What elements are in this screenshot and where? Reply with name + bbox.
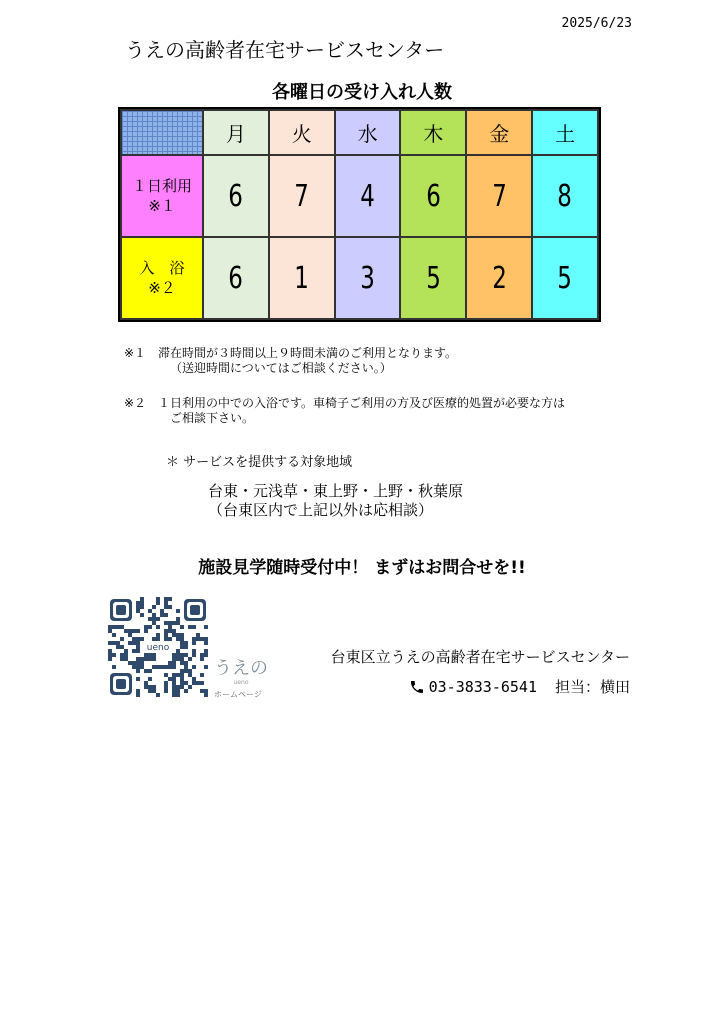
note-text: （送迎時間についてはご相談ください。） (170, 361, 392, 375)
value-cell (270, 156, 334, 236)
note-text: ご相談下さい。 (170, 411, 255, 425)
phone-number[interactable]: 03-3833-6541 (428, 677, 537, 696)
day-header: 火 (270, 111, 334, 154)
day-header: 土 (533, 111, 597, 154)
service-area-heading: ＊ サービスを提供する対象地域 (166, 455, 353, 470)
value: 8 (557, 178, 573, 214)
org-title: うえの高齢者在宅サービスセンター (125, 38, 445, 62)
value: 6 (426, 178, 441, 214)
day-header: 月 (204, 111, 268, 154)
note-mark: ※１ (124, 346, 147, 360)
contact-person: 担当：横田 (554, 678, 630, 696)
service-area (208, 482, 463, 520)
homepage-logo (214, 659, 268, 700)
row-label-note: ※１ (148, 197, 176, 215)
row-label-text: 入 浴 (139, 259, 185, 277)
value: 7 (294, 178, 310, 214)
note-text: 滞在時間が３時間以上９時間未満のご利用となります。 (158, 346, 458, 360)
value-cell (401, 156, 465, 236)
row-label-day-use (122, 156, 202, 236)
value: 3 (360, 260, 375, 296)
logo-small: ueno (233, 679, 249, 686)
value-cell (204, 156, 268, 236)
service-area-list: 台東・元浅草・東上野・上野・秋葉原 (208, 482, 464, 500)
table-corner (122, 111, 202, 154)
tour-message: 施設見学随時受付中！ まずはお問合せを!! (198, 558, 526, 578)
value-cell (401, 238, 465, 318)
value-cell (336, 156, 400, 236)
note-mark: ※２ (124, 396, 147, 410)
day-header: 水 (336, 111, 400, 154)
value: 4 (360, 178, 375, 214)
value-cell (467, 238, 531, 318)
footer-org-name: 台東区立うえの高齢者在宅サービスセンター (330, 648, 630, 666)
value-cell (336, 238, 400, 318)
row-label-bath (122, 238, 202, 318)
value: 6 (228, 178, 244, 214)
day-header: 金 (467, 111, 531, 154)
value: 1 (294, 260, 310, 296)
footer-contact (409, 676, 630, 697)
capacity-table (118, 107, 601, 322)
date: 2025/6/23 (561, 16, 632, 31)
value-cell (467, 156, 531, 236)
logo-caption: ホームページ (214, 690, 262, 699)
value-cell (270, 238, 334, 318)
value: 5 (557, 260, 573, 296)
day-header: 木 (401, 111, 465, 154)
phone-icon (409, 679, 425, 695)
note-text: １日利用の中での入浴です。車椅子ご利用の方及び医療的処置が必要な方は (158, 396, 566, 410)
row-label-note: ※２ (148, 279, 176, 297)
value-cell (533, 156, 597, 236)
service-area-note: （台東区内で上記以外は応相談） (208, 501, 434, 519)
value-cell (204, 238, 268, 318)
logo-text: うえの (214, 658, 268, 679)
value: 6 (228, 260, 244, 296)
value: 2 (491, 260, 507, 296)
row-label-text: １日利用 (131, 177, 192, 195)
qr-code[interactable] (108, 597, 208, 697)
note-1 (124, 346, 457, 376)
note-2 (124, 396, 565, 426)
value-cell (533, 238, 597, 318)
qr-label: ueno (146, 643, 170, 653)
value: 7 (491, 178, 507, 214)
value: 5 (426, 260, 441, 296)
table-title: 各曜日の受け入れ人数 (272, 82, 452, 103)
